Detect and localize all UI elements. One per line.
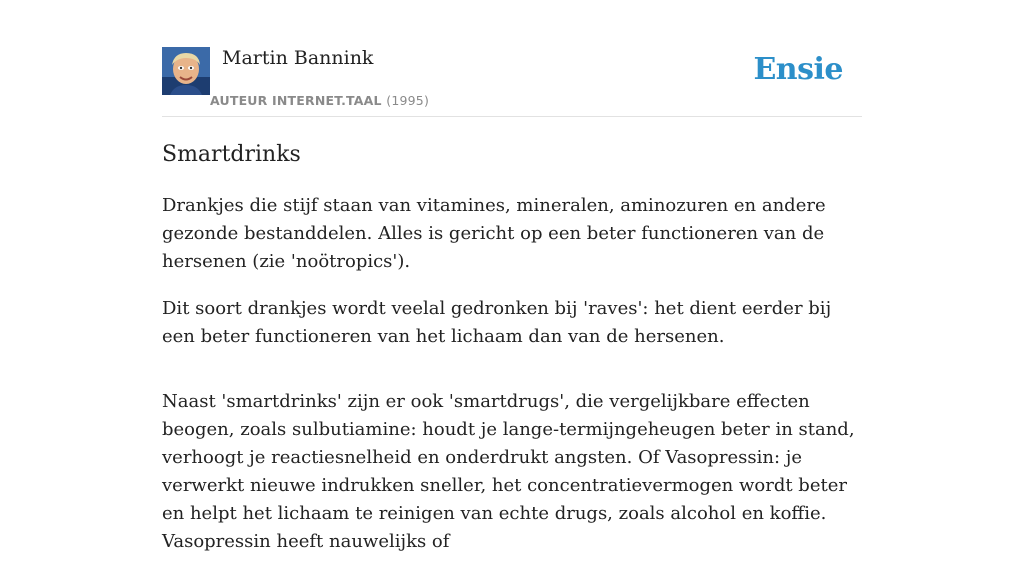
ensie-logo[interactable]: Ensie xyxy=(753,52,843,87)
author-photo-icon xyxy=(162,47,210,95)
author-name[interactable]: Martin Bannink xyxy=(222,47,374,69)
author-role xyxy=(210,93,429,108)
paragraph: Dit soort drankjes wordt veelal gedronken bij 'raves': het dient eerder bij een beter functioneren van het lichaam dan van de hersenen. xyxy=(162,298,832,347)
avatar[interactable] xyxy=(162,47,210,95)
author-role-label: AUTEUR INTERNET.TAAL xyxy=(210,93,382,108)
page xyxy=(162,0,862,552)
article-body xyxy=(162,192,862,575)
paragraph: Naast 'smartdrinks' zijn er ook 'smartdrugs', die vergelijkbare effecten beogen, zoals sulbutiamine: houdt je lange-termijngeheugen beter in stand, verhoogt je reactiesnelheid en onderdrukt angsten. Of Vasopressin: je verwerkt nieuwe indrukken sneller, het concentratievermogen wordt beter en helpt het lichaam te reinigen van echte drugs, zoals alcohol en koffie. Vasopressin heeft nauwelijks of xyxy=(162,391,855,552)
author-header xyxy=(162,46,862,117)
article-title: Smartdrinks xyxy=(162,142,301,167)
author-year: (1995) xyxy=(386,93,430,108)
paragraph: Drankjes die stijf staan van vitamines, mineralen, aminozuren en andere gezonde bestanddelen. Alles is gericht op een beter functioneren van de hersenen (zie 'noötropics'). xyxy=(162,195,826,272)
